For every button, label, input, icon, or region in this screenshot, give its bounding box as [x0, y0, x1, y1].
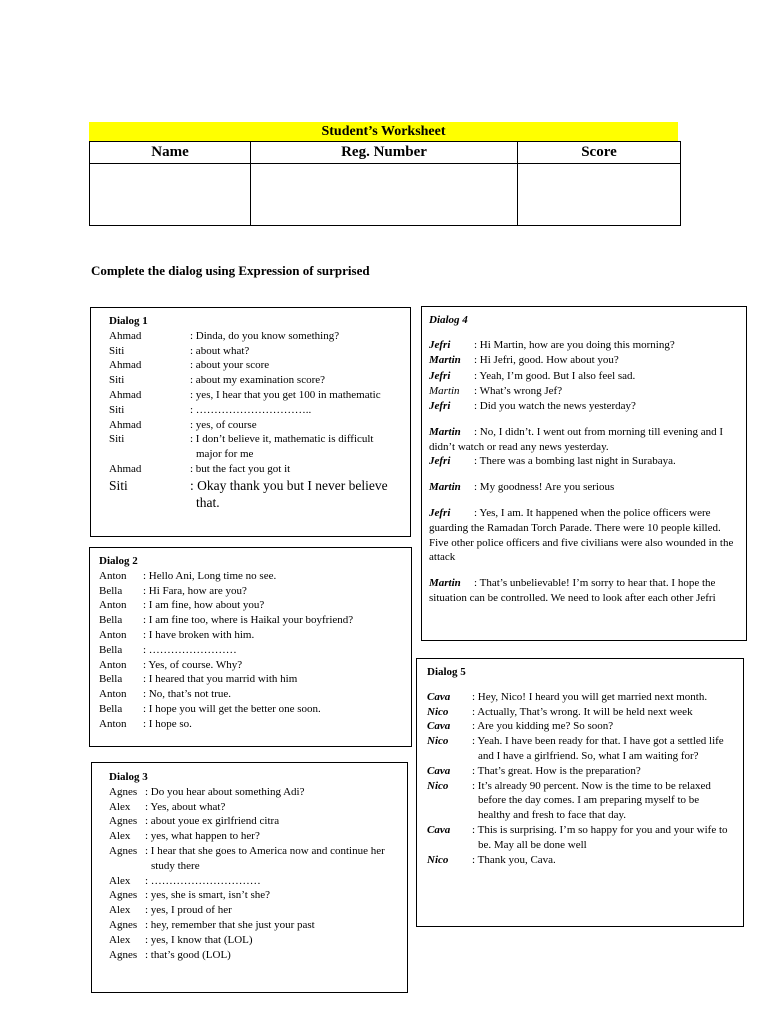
dialog-1-box	[90, 307, 411, 537]
instruction-text: Complete the dialog using Expression of surprised	[91, 263, 370, 278]
dialog-line	[429, 338, 738, 353]
dialog-line	[99, 702, 403, 717]
speaker: Agnes	[109, 844, 138, 857]
worksheet-title: Student’s Worksheet	[89, 122, 678, 141]
line-text: : I hope you will get the better one soon.	[143, 702, 321, 715]
line-text: : Dinda, do you know something?	[190, 329, 340, 342]
score-header: Score	[518, 142, 681, 164]
dialog-line	[427, 823, 733, 853]
line-text: : yes, she is smart, isn’t she?	[145, 889, 271, 902]
speaker: Cava	[427, 720, 451, 733]
speaker: Ahmad	[109, 388, 142, 401]
line-text: : yes, of course	[190, 418, 257, 431]
dialog-line	[109, 918, 401, 933]
dialog-line	[427, 719, 733, 734]
dialog-5-title: Dialog 5	[427, 666, 466, 678]
line-text: : yes, I proud of her	[145, 904, 232, 917]
dialog-line	[99, 643, 403, 658]
speaker: Ahmad	[109, 329, 142, 342]
line-text: : I hope so.	[143, 717, 192, 730]
dialog-1-title: Dialog 1	[109, 315, 148, 327]
line-text: : about my examination score?	[190, 374, 326, 387]
speaker: Alex	[109, 874, 131, 887]
dialog-line	[109, 888, 401, 903]
speaker: Bella	[99, 614, 123, 627]
speaker: Alex	[109, 933, 131, 946]
line-text: : hey, remember that she just your past	[145, 918, 315, 931]
dialog-line	[109, 358, 400, 373]
line-text: : Hello Ani, Long time no see.	[143, 569, 277, 582]
dialog-line	[429, 425, 738, 455]
dialog-3-box	[91, 762, 408, 993]
speaker: Siti	[109, 403, 125, 416]
line-text: : Thank you, Cava.	[472, 853, 556, 866]
dialog-line	[99, 658, 403, 673]
line-text: : that’s good (LOL)	[145, 948, 231, 961]
score-field[interactable]	[518, 164, 681, 226]
speaker: Jefri	[429, 399, 451, 412]
line-text: : Okay thank you but I never believe that.	[190, 477, 388, 510]
dialog-line	[429, 506, 738, 565]
line-text: : I don’t believe it, mathematic is difficult major for me	[190, 433, 374, 461]
dialog-line	[109, 418, 400, 433]
line-text: : Yeah. I have been ready for that. I have got a settled life and I have a girlfriend. So, what I am waiting for?	[472, 735, 724, 762]
speaker: Jefri	[429, 370, 451, 383]
speaker: Ahmad	[109, 418, 142, 431]
line-text: : I have broken with him.	[143, 628, 255, 641]
line-text: : That’s great. How is the preparation?	[472, 764, 641, 777]
speaker: Alex	[109, 904, 131, 917]
speaker: Martin	[429, 481, 461, 494]
dialog-line	[109, 403, 400, 418]
speaker: Alex	[109, 830, 131, 843]
dialog-line	[99, 687, 403, 702]
speaker: Siti	[109, 433, 125, 446]
line-text: : Do you hear about something Adi?	[145, 785, 305, 798]
dialog-line	[109, 948, 401, 963]
dialog-line	[109, 874, 401, 889]
name-header: Name	[90, 142, 251, 164]
dialog-line	[429, 384, 738, 399]
speaker: Agnes	[109, 948, 138, 961]
line-text: : yes, I hear that you get 100 in mathematic	[190, 388, 381, 401]
dialog-line	[109, 477, 400, 511]
dialog-4-title: Dialog 4	[429, 314, 468, 326]
dialog-line	[109, 933, 401, 948]
dialog-line	[429, 353, 738, 368]
dialog-2-title: Dialog 2	[99, 555, 138, 567]
line-text: : This is surprising. I’m so happy for you and your wife to be. May all be done well	[472, 823, 728, 851]
speaker: Anton	[99, 658, 127, 671]
dialog-line	[109, 388, 400, 403]
speaker: Agnes	[109, 889, 138, 902]
line-text: : I heared that you marrid with him	[143, 673, 298, 686]
worksheet-header	[89, 122, 678, 226]
dialog-line	[109, 800, 401, 815]
dialog-line	[99, 598, 403, 613]
speaker: Bella	[99, 584, 123, 597]
line-text: : Hi Martin, how are you doing this morning?	[474, 338, 675, 351]
speaker: Ahmad	[109, 359, 142, 372]
speaker: Martin	[429, 385, 460, 398]
speaker: Anton	[99, 599, 127, 612]
speaker: Siti	[109, 477, 128, 493]
speaker: Martin	[429, 577, 461, 590]
blank-answer: : …………………………..	[190, 403, 312, 416]
dialog-line	[99, 584, 403, 599]
speaker: Nico	[427, 779, 449, 792]
dialog-line	[429, 369, 738, 384]
speaker: Jefri	[429, 338, 451, 351]
speaker: Siti	[109, 344, 125, 357]
dialog-line	[99, 628, 403, 643]
dialog-3-title: Dialog 3	[109, 771, 148, 783]
line-text: : yes, what happen to her?	[145, 830, 260, 843]
speaker: Siti	[109, 374, 125, 387]
line-text: : My goodness! Are you serious	[474, 481, 615, 494]
line-text: : Actually, That’s wrong. It will be held next week	[472, 705, 693, 718]
speaker: Cava	[427, 690, 451, 703]
dialog-line	[109, 844, 401, 874]
line-text: : I am fine, how about you?	[143, 599, 265, 612]
student-info-table	[89, 141, 681, 226]
dialog-line	[109, 373, 400, 388]
speaker: Bella	[99, 673, 123, 686]
speaker: Cava	[427, 764, 451, 777]
speaker: Nico	[427, 705, 449, 718]
dialog-line	[427, 705, 733, 720]
dialog-line	[109, 814, 401, 829]
line-text: : Hi Fara, how are you?	[143, 584, 247, 597]
speaker: Nico	[427, 735, 449, 748]
dialog-2-box	[89, 547, 412, 747]
dialog-line	[109, 329, 400, 344]
speaker: Bella	[99, 643, 123, 656]
dialog-line	[109, 903, 401, 918]
dialog-line	[427, 690, 733, 705]
line-text: : It’s already 90 percent. Now is the time to be relaxed before the day comes. I am preparing myself to be healthy and fresh to face that day.	[472, 779, 711, 822]
line-text: : Are you kidding me? So soon?	[472, 720, 614, 733]
dialog-line	[429, 480, 738, 495]
speaker: Ahmad	[109, 462, 142, 475]
line-text: : I am fine too, where is Haikal your boyfriend?	[143, 614, 354, 627]
speaker: Anton	[99, 628, 127, 641]
line-text: : No, that’s not true.	[143, 688, 231, 701]
dialog-4-box	[421, 306, 747, 641]
dialog-line	[429, 576, 738, 606]
line-text: : Hey, Nico! I heard you will get married next month.	[472, 690, 708, 703]
line-text: : What’s wrong Jef?	[474, 385, 563, 398]
speaker: Bella	[99, 702, 123, 715]
line-text: : Yes, I am. It happened when the police officers were guarding the Ramadan Torch Parade. There were 10 people killed. Five other police officers and five civilians were also wounded in the attack	[429, 506, 734, 564]
line-text: : Yeah, I’m good. But I also feel sad.	[474, 370, 636, 383]
dialog-line	[427, 764, 733, 779]
speaker: Anton	[99, 569, 127, 582]
dialog-line	[429, 454, 738, 469]
dialog-line	[109, 462, 400, 477]
dialog-line	[99, 613, 403, 628]
speaker: Agnes	[109, 815, 138, 828]
line-text: : Did you watch the news yesterday?	[474, 399, 636, 412]
line-text: : That’s unbelievable! I’m sorry to hear that. I hope the situation can be controlled. We need to look after each other Jefri	[429, 577, 716, 604]
line-text: : yes, I know that (LOL)	[145, 933, 253, 946]
dialog-line	[429, 399, 738, 414]
line-text: : I hear that she goes to America now and continue her study there	[145, 844, 385, 872]
line-text: : There was a bombing last night in Surabaya.	[474, 455, 676, 468]
dialog-5-box	[416, 658, 744, 927]
line-text: : Yes, about what?	[145, 800, 226, 813]
speaker: Anton	[99, 688, 127, 701]
speaker: Jefri	[429, 455, 451, 468]
speaker: Agnes	[109, 918, 138, 931]
line-text: : about your score	[190, 359, 270, 372]
dialog-line	[109, 432, 400, 462]
line-text: : about what?	[190, 344, 250, 357]
dialog-line	[427, 779, 733, 823]
line-text: : Hi Jefri, good. How about you?	[474, 353, 619, 366]
speaker: Martin	[429, 425, 461, 438]
line-text: : but the fact you got it	[190, 462, 291, 475]
reg-number-field[interactable]	[251, 164, 518, 226]
line-text: : No, I didn’t. I went out from morning till evening and I didn’t watch or read any news yesterday.	[429, 425, 724, 453]
dialog-line	[427, 853, 733, 868]
reg-number-header: Reg. Number	[251, 142, 518, 164]
blank-answer: : …………………………	[145, 874, 261, 887]
speaker: Martin	[429, 353, 461, 366]
name-field[interactable]	[90, 164, 251, 226]
line-text: : about youe ex girlfriend citra	[145, 815, 280, 828]
line-text: : Yes, of course. Why?	[143, 658, 243, 671]
dialog-line	[99, 672, 403, 687]
speaker: Anton	[99, 717, 127, 730]
speaker: Cava	[427, 823, 451, 836]
speaker: Alex	[109, 800, 131, 813]
speaker: Nico	[427, 853, 449, 866]
dialog-line	[109, 344, 400, 359]
dialog-line	[99, 569, 403, 584]
dialog-line	[109, 829, 401, 844]
dialog-line	[109, 785, 401, 800]
dialog-line	[427, 734, 733, 764]
dialog-line	[99, 717, 403, 732]
blank-answer: : ……………………	[143, 643, 237, 656]
speaker: Jefri	[429, 506, 451, 519]
speaker: Agnes	[109, 785, 138, 798]
